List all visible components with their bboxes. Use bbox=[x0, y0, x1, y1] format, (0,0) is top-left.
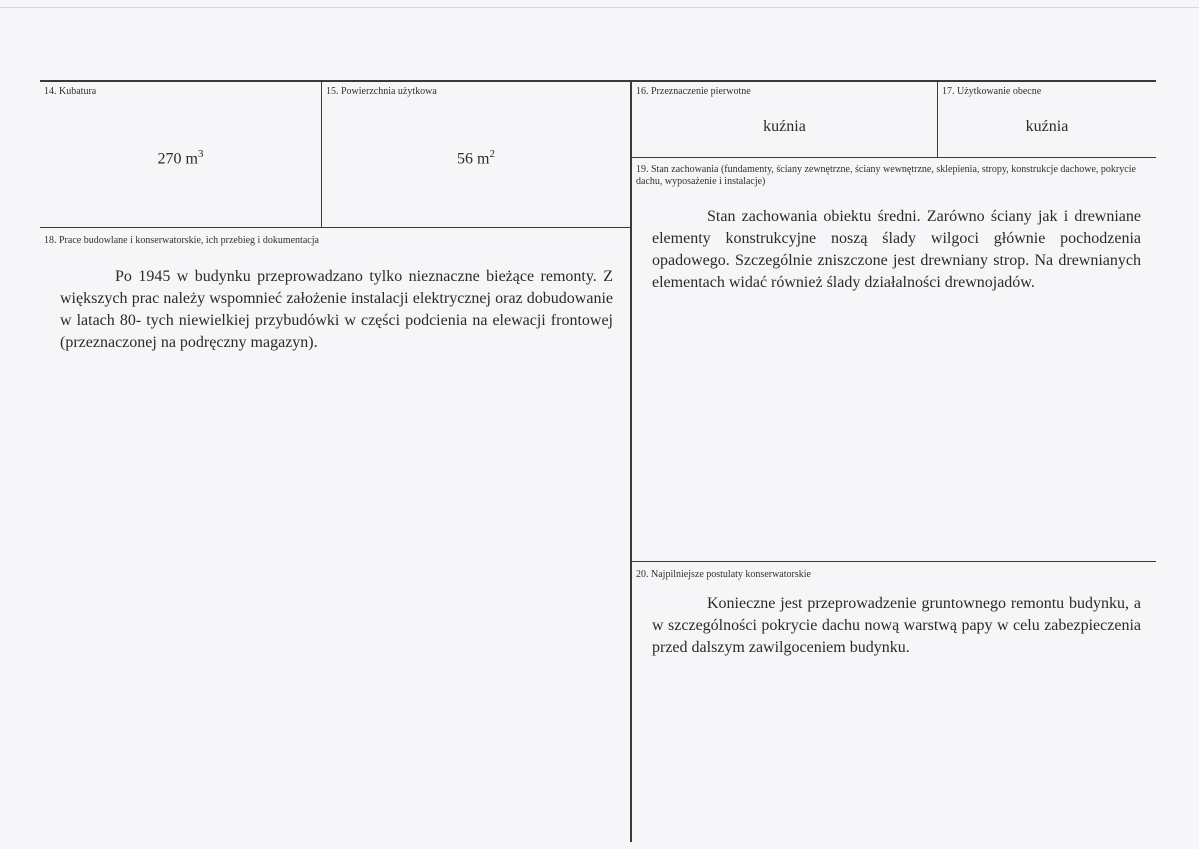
kubatura-value bbox=[40, 148, 321, 168]
kubatura-label: 14. Kubatura bbox=[44, 86, 97, 97]
powierzchnia-value bbox=[322, 148, 630, 168]
kubatura-number: 270 m bbox=[157, 150, 198, 168]
divider-right-mid bbox=[631, 157, 1156, 158]
divider-right-lower bbox=[631, 561, 1156, 562]
powierzchnia-label: 15. Powierzchnia użytkowa bbox=[326, 86, 437, 97]
top-border bbox=[40, 80, 1156, 82]
uzytkowanie-label: 17. Użytkowanie obecne bbox=[942, 86, 1042, 97]
przeznaczenie-value: kuźnia bbox=[763, 118, 806, 135]
prace-label: 18. Prace budowlane i konserwatorskie, ich przebieg i dokumentacja bbox=[44, 235, 319, 246]
prace-text bbox=[60, 266, 613, 354]
stan-paragraph: Stan zachowania obiektu średni. Zarówno ściany jak i drewniane elementy konstrukcyjne noszą ślady wilgoci głównie pochodzenia opadowego. Szczególnie zniszczone jest drewniany strop. Na drewnianych elementach widać również ślady działalności drewnojadów. bbox=[652, 208, 1141, 291]
prace-paragraph: Po 1945 w budynku przeprowadzano tylko nieznaczne bieżące remonty. Z większych prac należy wspomnieć założenie instalacji elektrycznej oraz dobudowanie w latach 80- tych niewielkiej przybudówki w części podcienia na elewacji frontowej (przeznaczonej na podręczny magazyn). bbox=[60, 268, 613, 351]
postulaty-paragraph: Konieczne jest przeprowadzenie gruntownego remontu budynku, a w szczególności pokrycie dachu nową warstwą papy w celu zabezpieczenia przed dalszym zawilgoceniem budynku. bbox=[652, 595, 1141, 656]
uzytkowanie-value: kuźnia bbox=[1025, 118, 1069, 135]
center-divider bbox=[630, 80, 632, 842]
scan-edge bbox=[0, 7, 1199, 8]
postulaty-text bbox=[652, 593, 1141, 659]
przeznaczenie-label: 16. Przeznaczenie pierwotne bbox=[636, 86, 751, 97]
powierzchnia-exponent: 2 bbox=[489, 148, 495, 160]
kubatura-exponent: 3 bbox=[197, 148, 204, 160]
divider-left-mid bbox=[40, 227, 631, 228]
stan-label: 19. Stan zachowania (fundamenty, ściany zewnętrzne, ściany wewnętrzne, sklepienia, stropy, konstrukcje dachowe, pokrycie dachu, wyposażenie i instalacje) bbox=[636, 164, 1136, 187]
powierzchnia-number: 56 m bbox=[457, 150, 490, 168]
stan-text bbox=[652, 206, 1141, 294]
postulaty-label: 20. Najpilniejsze postulaty konserwatorskie bbox=[636, 569, 811, 580]
